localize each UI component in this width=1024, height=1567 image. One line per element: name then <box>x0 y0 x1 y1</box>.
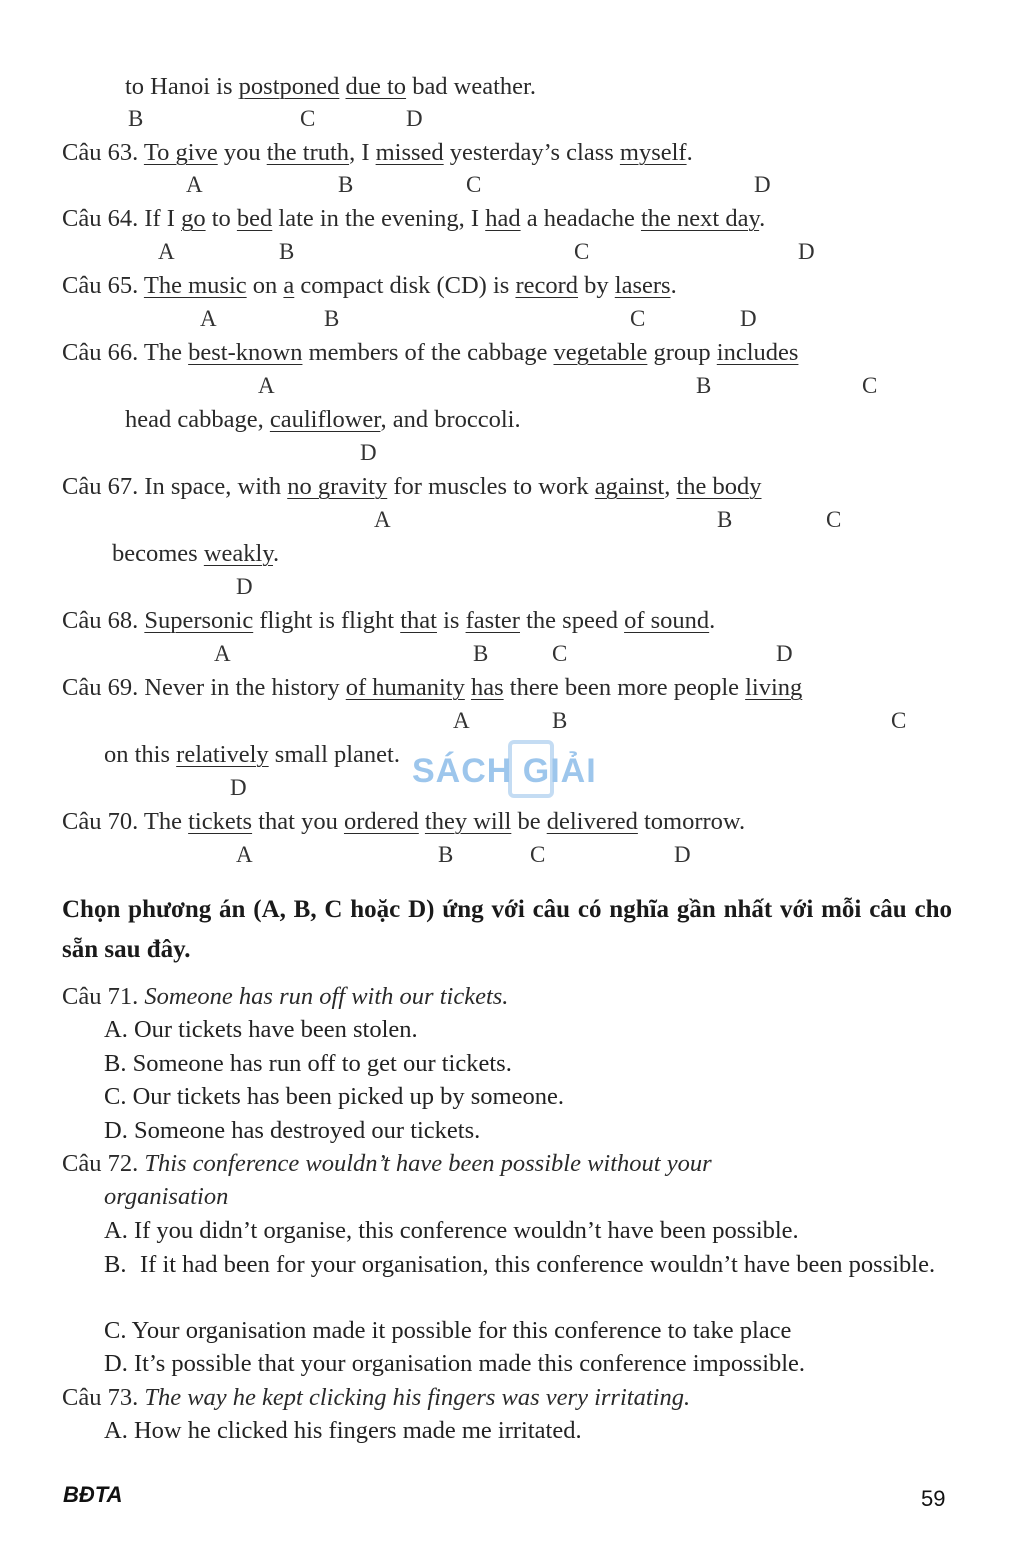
question-number: Câu 66. <box>62 339 139 366</box>
question-number: Câu 67. <box>62 473 139 500</box>
footer-publisher: BĐTA <box>63 1482 123 1507</box>
question-number: Câu 68. <box>62 607 139 634</box>
q72-option-c: C. Your organisation made it possible for this conference to take place <box>104 1317 792 1344</box>
question-number: Câu 69. <box>62 674 139 701</box>
question-number: Câu 64. <box>62 205 139 232</box>
q71-option-a: A. Our tickets have been stolen. <box>104 1016 418 1043</box>
q72-option-b: B. If it had been for your organisation, this conference wouldn’t have been possible. <box>104 1251 936 1278</box>
q72-option-a: A. If you didn’t organise, this conference wouldn’t have been possible. <box>104 1217 799 1244</box>
question-number: Câu 71. <box>62 983 139 1010</box>
question-number: Câu 65. <box>62 272 139 299</box>
q71-option-d: D. Someone has destroyed our tickets. <box>104 1117 481 1144</box>
watermark-logo: SÁCH GIẢI <box>412 738 617 806</box>
question-number: Câu 73. <box>62 1384 139 1411</box>
question-number: Câu 72. <box>62 1150 139 1177</box>
q73-option-a: A. How he clicked his fingers made me irritated. <box>104 1417 582 1444</box>
q72-option-d: D. It’s possible that your organisation made this conference impossible. <box>104 1350 806 1377</box>
q62-option-d: due to <box>345 73 407 100</box>
q62-option-c: postponed <box>238 73 340 100</box>
question-number: Câu 70. <box>62 808 139 835</box>
page-number: 59 <box>921 1486 946 1511</box>
q71-option-c: C. Our tickets has been picked up by someone. <box>104 1083 564 1110</box>
document-page: to Hanoi is postponed due to bad weather. B C D Câu 63. To give you the truth, I missed yesterday’s class myself. A B C D Câu 64. If I go to bed late in the evening, I had a headache the next day. A B C D Câu 65. The music on a compact disk (CD) is record by lasers. A B C D Câu 66. The best-known members of the cabbage vegetable group includes A B C head cabbage, cauliflower, and broccoli. D Câu 67. In space, with no gravity for muscles to work against, the body A B C becomes weakly. D Câu 68. Supersonic flight is flight that is faster the speed of sound. A B C D Câu 69. Never in the history of humanity has there been more people living A B C on this relatively small planet. D Câu 70. The tickets that you ordered they will be delivered tomorrow. A B C D Chọn phương án (A, B, C hoặc D) ứng với câu có nghĩa gần nhất với mỗi câu cho sẵn sau đây. Câu 71. Someone has run off with our tickets. A. Our tickets have been stolen. B. Someone has run off to get our tickets. C. Our tickets has been picked up by someone. D. Someone has destroyed our tickets. Câu 72. This conference wouldn’t have been possible without your organisation A. If you didn’t organise, this conference wouldn’t have been possible. B. If it had been for your organisation, this conference wouldn’t have been possible. C. Your organisation made it possible for this conference to take place D. It’s possible that your organisation made this conference impossible. Câu 73. The way he kept clicking his fingers was very irritating. A. How he clicked his fingers made me irritated. SÁCH GIẢI BĐTA 59 <box>62 73 952 1511</box>
question-number: Câu 63. <box>62 139 139 166</box>
section-heading: Chọn phương án (A, B, C hoặc D) ứng với câu có nghĩa gần nhất với mỗi câu cho sẵn sau đây. <box>62 896 952 963</box>
q71-option-b: B. Someone has run off to get our tickets. <box>104 1050 512 1077</box>
